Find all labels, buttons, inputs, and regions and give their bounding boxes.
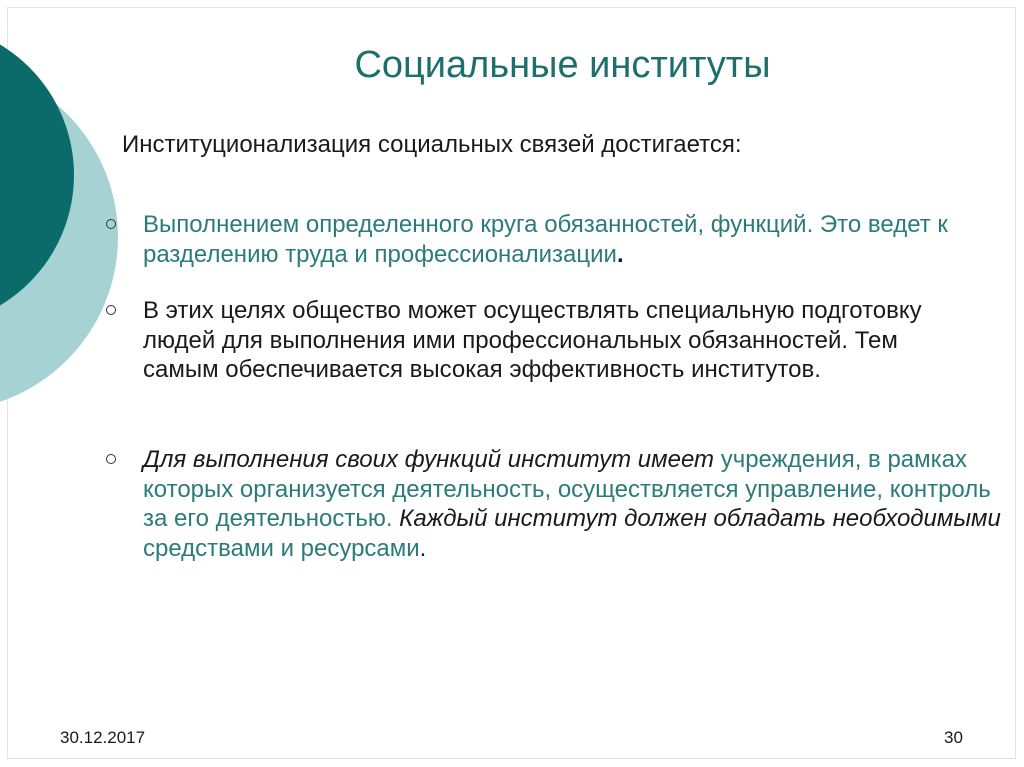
intro-text: Институционализация социальных связей достигается: bbox=[122, 131, 742, 158]
footer-page-number: 30 bbox=[944, 728, 963, 747]
bullet-1-end: . bbox=[616, 240, 624, 268]
bullet-3-part-2: учреждения, в рамках которых организуется деятельность, осуществляется управление, контроль за его деятельностью. bbox=[143, 446, 991, 532]
bullet-3-part-3: Каждый институт должен обладать необходимыми bbox=[392, 505, 1001, 532]
bullet-circle-icon bbox=[106, 219, 116, 229]
bullet-1-text: Выполнением определенного круга обязанностей, функций. Это ведет к разделению труда и профессионализации bbox=[143, 211, 948, 268]
slide-title: Социальные институты bbox=[354, 44, 771, 86]
bullet-3-part-4: средствами и ресурсами bbox=[143, 534, 420, 562]
bullet-circle-icon bbox=[106, 305, 116, 315]
bullet-item-3 bbox=[143, 445, 1005, 563]
bullet-circle-icon bbox=[106, 454, 116, 464]
bullet-item-1 bbox=[143, 210, 1013, 269]
footer-date: 30.12.2017 bbox=[60, 728, 146, 747]
bullet-3-part-5: . bbox=[419, 534, 427, 562]
bullet-item-2: В этих целях общество может осуществлять специальную подготовку людей для выполнения ими профессиональных обязанностей. Тем самым обеспечивается высокая эффективность институтов. bbox=[143, 297, 922, 383]
bullet-3-part-1: Для выполнения своих функций институт имеет bbox=[143, 446, 715, 473]
